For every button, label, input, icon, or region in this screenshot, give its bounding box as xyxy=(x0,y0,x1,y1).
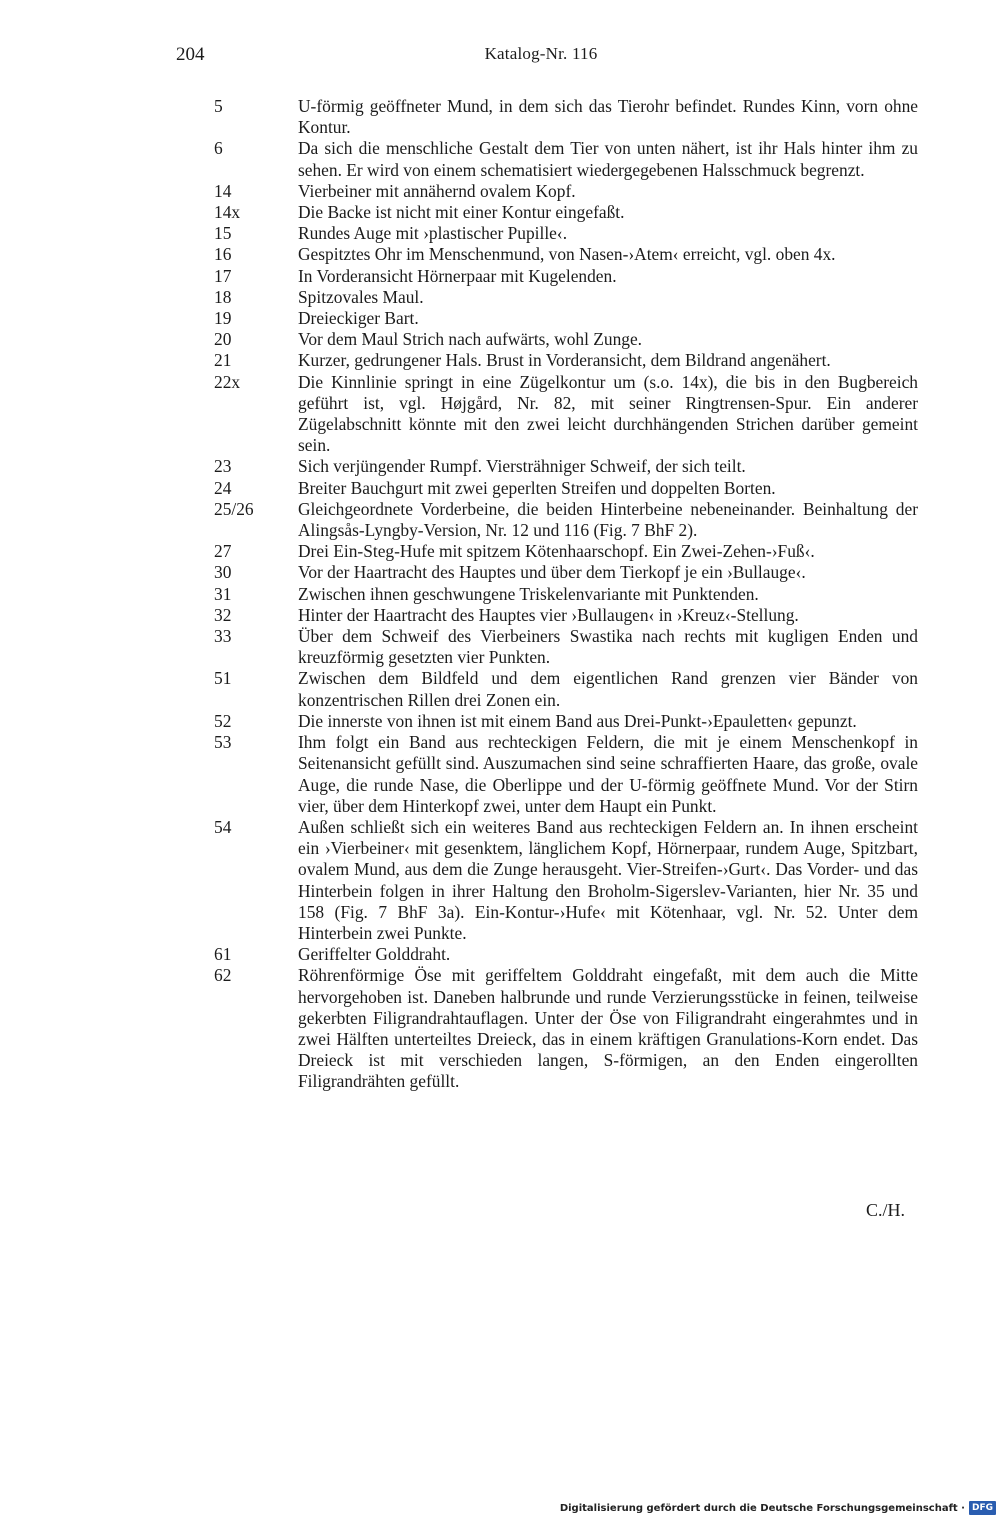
entry-number: 31 xyxy=(214,583,232,604)
entry-text: Röhrenförmige Öse mit geriffeltem Golddraht eingefaßt, mit dem auch die Mitte hervorgehoben ist. Daneben halbrunde und runde Verzierungsstücke in feinen, teilweise gekerbten Filigrandrahtauflagen. Unter der Öse von Filigrandraht eingerahmtes und in zwei Hälften unterteiltes Dreieck, das in einem kräftigen Granulations-Korn endet. Das Dreieck ist mit verschieden langen, S-förmigen, an den Enden eingerollten Filigrandrähten gefüllt. xyxy=(298,965,918,1092)
entry-text: Vor der Haartracht des Hauptes und über dem Tierkopf je ein ›Bullauge‹. xyxy=(298,562,806,583)
catalog-entry xyxy=(214,287,918,308)
entry-number: 61 xyxy=(214,944,232,965)
entry-text: Außen schließt sich ein weiteres Band aus rechteckigen Feldern an. In ihnen erscheint ein ›Vierbeiner‹ mit gesenktem, länglichem Kopf, Hörnerpaar, rundem Auge, Spitzbart, ovalem Mund, aus dem die Zunge herausgeht. Vier-Streifen-›Gurt‹. Das Vorder- und das Hinterbein folgen in ihrer Haltung den Broholm-Sigerslev-Varianten, hier Nr. 35 und 158 (Fig. 7 BhF 3a). Ein-Kontur-›Hufe‹ mit Kötenhaar, vgl. Nr. 52. Unter dem Hinterbein zwei Punkte. xyxy=(298,816,918,943)
entry-number: 54 xyxy=(214,816,232,837)
catalog-entry xyxy=(214,308,918,329)
entry-text: Da sich die menschliche Gestalt dem Tier von unten nähert, ist ihr Hals hinter ihm zu sehen. Er wird von einem schematisiert wiedergegebenen Halsschmuck begrenzt. xyxy=(298,138,918,180)
entry-number: 53 xyxy=(214,732,232,753)
author-signature: C./H. xyxy=(865,1200,905,1220)
entry-text: Vor dem Maul Strich nach aufwärts, wohl Zunge. xyxy=(298,329,643,350)
entry-text: Hinter der Haartracht des Hauptes vier ›Bullaugen‹ in ›Kreuz‹-Stellung. xyxy=(298,604,799,625)
catalog-entry xyxy=(214,223,918,244)
funding-credit: Digitalisierung gefördert durch die Deutsche Forschungsgemeinschaft · xyxy=(559,1502,965,1514)
entry-number: 33 xyxy=(214,626,232,647)
entry-text: Kurzer, gedrungener Hals. Brust in Vorderansicht, dem Bildrand angenähert. xyxy=(298,350,831,371)
entry-text: Die Kinnlinie springt in eine Zügelkontur um (s.o. 14x), die bis in den Bugbereich geführt ist, vgl. Højgård, Nr. 82, mit seiner Ringtrensen-Spur. Ein anderer Zügelabschnitt könnte mit den zwei leicht durchhängenden Strichen darüber gemeint sein. xyxy=(298,371,918,456)
entry-number: 23 xyxy=(214,456,232,477)
page-footer xyxy=(560,1499,996,1517)
catalog-entry xyxy=(214,562,918,583)
catalog-entry xyxy=(214,626,918,668)
entry-text: Dreieckiger Bart. xyxy=(298,308,419,329)
entry-number: 52 xyxy=(214,710,232,731)
catalog-entry xyxy=(214,605,918,626)
entry-number: 5 xyxy=(214,96,223,116)
entry-text: Vierbeiner mit annähernd ovalem Kopf. xyxy=(298,180,576,201)
catalog-entry xyxy=(214,817,918,944)
entry-text: Zwischen ihnen geschwungene Triskelenvariante mit Punktenden. xyxy=(298,583,759,604)
catalog-entry xyxy=(214,372,918,457)
catalog-entry xyxy=(214,266,918,287)
catalog-entry xyxy=(214,668,918,710)
entry-number: 27 xyxy=(214,541,232,562)
catalog-entry xyxy=(214,499,918,541)
catalog-entry xyxy=(214,456,918,477)
entry-text: Sich verjüngender Rumpf. Viersträhniger Schweif, der sich teilt. xyxy=(298,456,746,477)
entry-number: 21 xyxy=(214,350,232,371)
catalog-entry xyxy=(214,329,918,350)
entry-text: Gleichgeordnete Vorderbeine, die beiden Hinterbeine nebeneinander. Beinhaltung der Alingsås-Lyngby-Version, Nr. 12 und 116 (Fig. 7 BhF 2). xyxy=(298,498,918,541)
entry-number: 15 xyxy=(214,223,232,244)
catalog-entry xyxy=(214,244,918,265)
entry-number: 14x xyxy=(214,202,241,223)
catalog-entry xyxy=(214,202,918,223)
entry-text: Über dem Schweif des Vierbeiners Swastika nach rechts mit kugligen Enden und kreuzförmig gesetzten vier Punkten. xyxy=(298,626,918,668)
page-number: 204 xyxy=(176,44,205,65)
entry-text: Gespitztes Ohr im Menschenmund, von Nasen-›Atem‹ erreicht, vgl. oben 4x. xyxy=(298,244,836,265)
dfg-logo-icon: DFG xyxy=(969,1501,996,1515)
entry-text: Breiter Bauchgurt mit zwei geperlten Streifen und doppelten Borten. xyxy=(298,477,776,498)
entry-number: 30 xyxy=(214,562,232,583)
entry-number: 18 xyxy=(214,286,232,307)
entry-number: 20 xyxy=(214,329,232,350)
catalog-entry xyxy=(214,965,918,1092)
catalog-entry xyxy=(214,181,918,202)
entry-number: 24 xyxy=(214,477,232,498)
catalog-entry xyxy=(214,478,918,499)
page-header xyxy=(176,44,906,70)
entry-number: 6 xyxy=(214,138,223,159)
entry-text: Die innerste von ihnen ist mit einem Band aus Drei-Punkt-›Epauletten‹ gepunzt. xyxy=(298,710,857,731)
entry-text: Geriffelter Golddraht. xyxy=(298,944,451,965)
entry-text: U-förmig geöffneter Mund, in dem sich das Tierohr befindet. Rundes Kinn, vorn ohne Kontur. xyxy=(298,96,918,138)
entry-number: 19 xyxy=(214,308,232,329)
entry-number: 16 xyxy=(214,244,232,265)
entry-number: 17 xyxy=(214,265,232,286)
catalog-entry xyxy=(214,96,918,138)
catalog-entry xyxy=(214,711,918,732)
entry-text: Ihm folgt ein Band aus rechteckigen Feldern, die mit je einem Menschenkopf in Seitenansicht gefüllt sind. Auszumachen sind seine schraffierten Haare, das große, ovale Auge, die runde Nase, die Oberlippe und der U-förmig geöffnete Mund. Vor der Stirn vier, über dem Hinterkopf zwei, unter dem Haupt ein Punkt. xyxy=(298,732,918,816)
catalog-entry xyxy=(214,138,918,180)
entry-number: 25/26 xyxy=(214,498,254,519)
entry-number: 62 xyxy=(214,965,232,986)
catalog-entry xyxy=(214,732,918,817)
entry-text: Drei Ein-Steg-Hufe mit spitzem Kötenhaarschopf. Ein Zwei-Zehen-›Fuß‹. xyxy=(298,541,815,562)
entry-number: 32 xyxy=(214,604,232,625)
entry-number: 14 xyxy=(214,180,232,201)
entry-text: Rundes Auge mit ›plastischer Pupille‹. xyxy=(298,223,568,244)
catalog-entry xyxy=(214,584,918,605)
entry-text: Zwischen dem Bildfeld und dem eigentlichen Rand grenzen vier Bänder von konzentrischen Rillen drei Zonen ein. xyxy=(298,668,918,710)
catalog-entry xyxy=(214,350,918,371)
running-head: Katalog-Nr. 116 xyxy=(484,44,598,63)
entry-text: Spitzovales Maul. xyxy=(298,286,424,307)
entry-number: 22x xyxy=(214,371,241,392)
catalog-entries xyxy=(214,96,918,1093)
entry-number: 51 xyxy=(214,668,232,689)
catalog-entry xyxy=(214,541,918,562)
entry-text: In Vorderansicht Hörnerpaar mit Kugelenden. xyxy=(298,265,617,286)
catalog-entry xyxy=(214,944,918,965)
entry-text: Die Backe ist nicht mit einer Kontur eingefaßt. xyxy=(298,202,625,223)
